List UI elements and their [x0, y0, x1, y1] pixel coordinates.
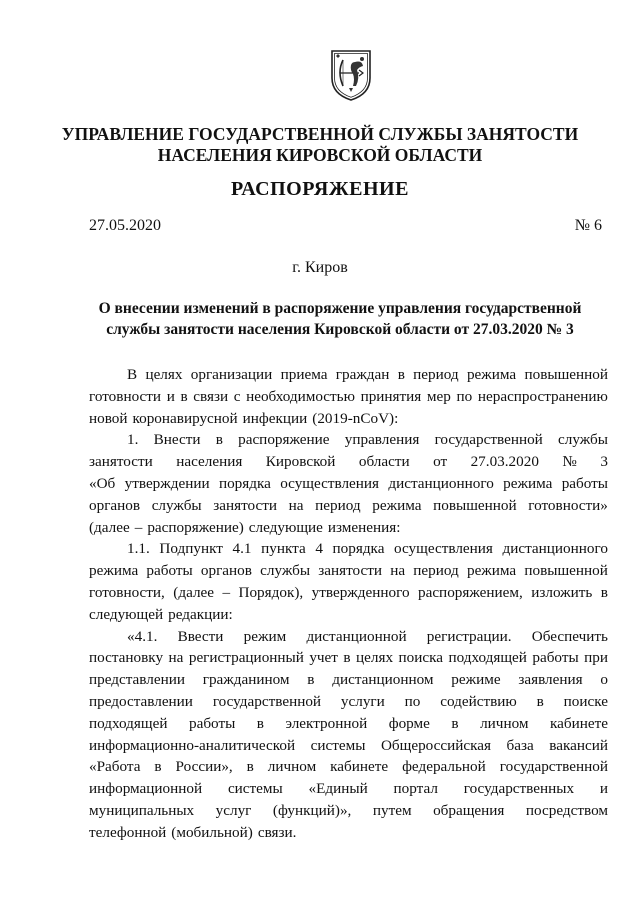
body-word: кабинете [550, 714, 608, 732]
body-word: в [397, 366, 405, 383]
body-line [89, 669, 608, 691]
body-word: поиске [563, 692, 608, 710]
body-word: нераспространению [477, 387, 608, 405]
body-line [89, 582, 608, 604]
body-word: готовности, [89, 583, 165, 601]
body-word: государственной [434, 431, 543, 449]
body-word: занятости [89, 453, 153, 471]
body-word: представлении [89, 671, 185, 689]
body-word: – [222, 583, 231, 601]
body-word: пункта [261, 540, 306, 558]
body-word: Кировской [265, 453, 336, 471]
subject-line: службы занятости населения Кировской области от 27.03.2020 № 3 [106, 321, 574, 338]
agency-name-line: НАСЕЛЕНИЯ КИРОВСКОЙ ОБЛАСТИ [157, 145, 483, 165]
body-word: в [343, 649, 351, 667]
body-word: Ввести [177, 627, 224, 645]
body-line [89, 604, 608, 626]
body-word: регистрационный [188, 649, 304, 667]
body-word: вакансий [549, 736, 608, 754]
body-word: услуг [215, 801, 252, 819]
body-word: работы [188, 714, 236, 732]
body-word: готовности» [528, 496, 608, 514]
body-word: услуги [340, 692, 385, 710]
body-word: (мобильной) [171, 823, 253, 841]
document-date: 27.05.2020 [89, 217, 161, 234]
body-word: готовности [89, 387, 162, 405]
body-word: государственной [499, 758, 608, 776]
body-word: государственных [463, 780, 575, 798]
body-word: по [456, 387, 473, 405]
body-word: дистанционном [332, 671, 434, 689]
body-word: целях [145, 366, 183, 383]
body-word: Порядок), [238, 583, 304, 601]
body-line [89, 451, 608, 473]
body-word: службы [260, 562, 311, 580]
body-word: в [246, 758, 254, 776]
body-word: путем [372, 801, 412, 819]
body-word: организации [190, 366, 273, 383]
body-word: форме [388, 714, 430, 732]
body-line [89, 778, 608, 800]
body-word: изменения: [327, 518, 401, 536]
body-word: период [315, 496, 361, 514]
body-word: и [599, 780, 608, 798]
agency-name [40, 124, 600, 166]
body-word: от [433, 453, 448, 471]
body-word: режим [243, 627, 287, 645]
body-word: гражданином [202, 671, 290, 689]
body-word: дистанционной [306, 627, 407, 645]
body-word: 4 [315, 540, 323, 558]
body-word: распоряжением, [417, 583, 523, 601]
body-word: связи. [257, 823, 297, 841]
body-word: подходящей [448, 649, 527, 667]
body-word: следующие [248, 518, 323, 536]
body-word: изложить [531, 583, 593, 601]
body-word: области [358, 453, 410, 471]
body-line [89, 517, 608, 539]
body-word: Обеспечить [531, 627, 608, 645]
body-word: следующей [89, 605, 164, 623]
body-word: 4.1 [232, 540, 252, 558]
body-word: период [413, 562, 459, 580]
body-word: информационной [89, 780, 203, 798]
body-word: учет [309, 649, 338, 667]
body-word: в [451, 714, 459, 732]
body-word: режиме [451, 671, 501, 689]
body-word: обращения [433, 801, 505, 819]
body-word: поиска [398, 649, 443, 667]
body-word: 1.1. [127, 540, 150, 558]
body-word: в [215, 431, 223, 449]
body-line [89, 735, 608, 757]
body-word: осуществления [280, 474, 380, 492]
body-word: системы [227, 780, 283, 798]
body-word: государственной [212, 692, 322, 710]
body-word: – [134, 518, 143, 536]
body-word: повышенной [433, 496, 517, 514]
body-word: целях [356, 649, 394, 667]
body-word: распоряжение [238, 431, 330, 449]
body-word: по [404, 692, 421, 710]
body-line [89, 713, 608, 735]
coat-of-arms-icon [329, 48, 373, 102]
body-word: режима [372, 496, 422, 514]
body-word: порядка [218, 474, 271, 492]
body-word: граждан [335, 366, 390, 383]
document-subject [70, 298, 610, 340]
body-word: осуществления [394, 540, 493, 558]
body-word: занятости [213, 496, 278, 514]
body-word: и [166, 387, 175, 405]
body-word: (далее [89, 518, 130, 536]
body-line [89, 626, 608, 648]
document-type: РАСПОРЯЖЕНИЕ [231, 178, 409, 200]
body-word: посредством [525, 801, 608, 819]
body-word: работы [561, 474, 608, 492]
body-word: содействию [440, 692, 517, 710]
body-word: распоряжение) [147, 518, 244, 536]
body-word: постановку [89, 649, 164, 667]
body-word: в [256, 714, 264, 732]
body-line [89, 538, 608, 560]
body-line [89, 560, 608, 582]
body-word: службы [558, 431, 608, 449]
body-word: при [584, 649, 608, 667]
body-word: предоставлении [89, 692, 193, 710]
body-word: новой [89, 409, 128, 427]
body-word: работы [532, 649, 579, 667]
body-word: повышенной [524, 562, 608, 580]
body-word: занятости [318, 562, 383, 580]
body-word: электронной [285, 714, 368, 732]
body-word: населения [176, 453, 243, 471]
body-word: кабинете [330, 758, 389, 776]
body-line [89, 429, 608, 451]
subject-line: О внесении изменений в распоряжение управления государственной [98, 300, 582, 317]
body-line [89, 408, 608, 430]
body-line [89, 800, 608, 822]
body-word: Общероссийская [380, 736, 492, 754]
body-word: дистанционного [502, 540, 608, 558]
body-word: 27.03.2020 [470, 453, 539, 471]
document-number: № 6 [574, 217, 602, 234]
body-line [89, 364, 608, 386]
body-line [89, 822, 608, 844]
body-word: «Работа [89, 758, 141, 776]
body-word: «Об [89, 474, 116, 492]
body-word: (функций)», [272, 801, 352, 819]
body-word: работы [146, 562, 193, 580]
body-word: дистанционного [388, 474, 494, 492]
body-word: необходимостью [246, 387, 355, 405]
body-word: в [536, 692, 544, 710]
body-word: утверждении [124, 474, 210, 492]
body-word: органов [89, 496, 141, 514]
body-word: принятия [360, 387, 422, 405]
body-word: на [168, 649, 184, 667]
body-word: в [600, 583, 608, 601]
body-word: В [127, 366, 138, 383]
body-word: инфекции [242, 409, 308, 427]
body-word: в [154, 758, 162, 776]
body-word: повышенной [524, 366, 608, 383]
body-word: утвержденного [311, 583, 410, 601]
body-word: редакции: [168, 605, 233, 623]
body-word: подходящей [89, 714, 168, 732]
body-line [89, 691, 608, 713]
body-word: режима [466, 366, 517, 383]
body-word: телефонной [89, 823, 167, 841]
body-word: 3 [600, 453, 608, 471]
body-word: (2019-nCoV): [312, 409, 399, 427]
body-word: информационно-аналитической [89, 736, 296, 754]
body-word: в [307, 671, 315, 689]
body-line [89, 386, 608, 408]
body-word: приема [280, 366, 328, 383]
body-word: федеральной [402, 758, 486, 776]
body-word: режима [466, 562, 517, 580]
body-word: службы [151, 496, 202, 514]
body-word: Внести [153, 431, 201, 449]
document-city: г. Киров [292, 259, 348, 276]
body-word: России», [175, 758, 233, 776]
body-word: (далее [173, 583, 215, 601]
body-word: коронавирусной [132, 409, 238, 427]
body-word: на [288, 496, 304, 514]
body-word: база [506, 736, 534, 754]
body-word: режима [89, 562, 139, 580]
body-word: № [562, 453, 577, 471]
body-word: мер [426, 387, 451, 405]
agency-name-line: УПРАВЛЕНИЕ ГОСУДАРСТВЕННОЙ СЛУЖБЫ ЗАНЯТОСТИ [61, 124, 579, 144]
body-line [89, 756, 608, 778]
body-word: связи [193, 387, 229, 405]
body-word: регистрации. [426, 627, 512, 645]
body-word: Подпункт [159, 540, 223, 558]
body-word: в [180, 387, 188, 405]
body-word: порядка [332, 540, 385, 558]
body-word: 1. [127, 431, 139, 449]
body-word: период [413, 366, 459, 383]
body-word: «4.1. [127, 627, 158, 645]
body-word: «Единый [308, 780, 368, 798]
body-line [89, 473, 608, 495]
body-word: режима [503, 474, 553, 492]
body-word: на [390, 562, 406, 580]
body-word: управления [344, 431, 420, 449]
body-word: о [600, 671, 608, 689]
body-line [89, 495, 608, 517]
body-word: заявления [518, 671, 583, 689]
body-word: портал [393, 780, 438, 798]
body-line [89, 647, 608, 669]
body-word: органов [200, 562, 252, 580]
body-word: с [233, 387, 241, 405]
body-word: муниципальных [89, 801, 195, 819]
document-body [89, 364, 608, 844]
body-word: системы [310, 736, 366, 754]
body-word: личном [267, 758, 317, 776]
body-word: личном [480, 714, 529, 732]
